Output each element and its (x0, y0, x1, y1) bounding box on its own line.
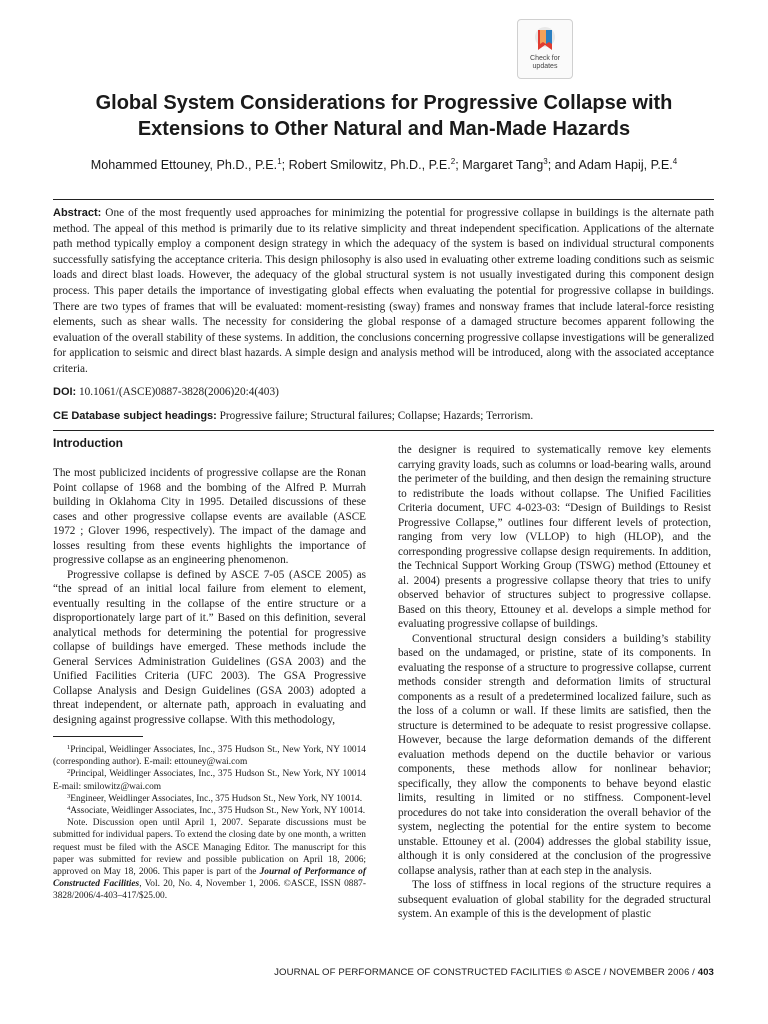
footnote-mark: 1 (67, 744, 71, 751)
abstract-bottom-rule (53, 430, 714, 431)
badge-line-2: updates (532, 63, 558, 70)
body-paragraph: The most publicized incidents of progressive collapse are the Ronan Point collapse of 1968 and the bombing of the Alfred P. Murrah building in Oklahoma City in 1995. Detailed discussions of these cases and other progressive collapse events are available (ASCE 1972 ; Glover 1996, respectively). The impact of the damage and losses resulting from these events highlights the importance of progressive collapse as an engineering phenomenon. (53, 467, 366, 566)
footnote-mark: 2 (67, 768, 71, 776)
crossmark-icon (533, 25, 557, 55)
author-separator: ; (455, 158, 463, 172)
footnote-text: Principal, Weidlinger Associates, Inc., 375 Hudson St., New York, NY 10014 (corresponding author). E-mail: ettouney@wai.com (53, 745, 366, 768)
body-paragraph: Progressive collapse is defined by ASCE 7-05 (ASCE 2005) as “the spread of an initial local failure from element to element, eventually resulting in the collapse of the entire structure or a disproportionately large part of it.” Based on this definition, several analytical methods for determining the potential for progressive collapse of buildings have emerged. These methods include the General Services Administration Guidelines (GSA 2003) and the Unified Facilities Criteria (UFC 2003). The GSA Progressive Collapse Analysis and Design Guidelines (GSA 2003) adopted a threat independent, or alternate path, approach in evaluating and designing against progressive collapse. With this methodology, (53, 568, 366, 726)
author-affiliation-mark: 2 (450, 157, 456, 166)
doi-value[interactable]: 10.1061/(ASCE)0887-3828(2006)20:4(403) (78, 386, 279, 398)
footnote (53, 793, 366, 805)
note-before: Note. Discussion open until April 1, 2007. Separate discussions must be submitted for individual papers. To extend the closing date by one month, a written request must be filed with the ASCE Managing Editor. The manuscript for this paper was submitted for review and possible publication on April 18, 2006; approved on May 18, 2006. This paper is part of the (53, 818, 366, 878)
footnote (53, 805, 366, 817)
footnotes (53, 744, 366, 903)
footnote-rule (53, 736, 143, 737)
subject-headings-value: Progressive failure; Structural failures; Collapse; Hazards; Terrorism. (219, 410, 534, 422)
doi-label: DOI: (53, 386, 77, 398)
section-heading-introduction: Introduction (53, 436, 123, 450)
author-name: Margaret Tang (462, 158, 544, 172)
left-column-body (53, 466, 366, 727)
right-column-body (398, 443, 711, 922)
abstract-text: One of the most frequently used approaches for minimizing the potential for progressive collapse in buildings is the alternate path method. The appeal of this method is primarily due to its relative simplicity and threat independent specification. Applications of the alternate path method typically employ a component design strategy in which the adequacy of the system is based on individual structural components successfully satisfying the acceptance criteria. This design philosophy is also used in evaluating other extreme loading conditions such as seismic loads and direct blast loads. However, the adequacy of the global structural system is not usually investigated during this component design process. This paper details the importance of investigating global effects when evaluating the potential for progressive collapse in buildings. There are two types of frames that will be evaluated: moment-resisting (sway) frames and nonsway frames that include lateral-force resisting elements, such as shear walls. The necessity for considering the global response of a damaged structure becomes apparent following the evaluation of the overall stability of these systems. In addition, the conclusions concerning progressive collapse investigations will be generalized for application to seismic and direct blast hazards. A simple design and analysis method will be introduced, along with the associated acceptance criteria. (53, 207, 715, 375)
footnote-text: Associate, Weidlinger Associates, Inc., 375 Hudson St., New York, NY 10014. (70, 806, 366, 817)
footnote-mark: 3 (67, 792, 71, 800)
footnote (53, 768, 366, 792)
paper-title: Global System Considerations for Progressive Collapse with Extensions to Other Natural and Man-Made Hazards (95, 92, 673, 140)
author-name: Robert Smilowitz, Ph.D., P.E. (288, 158, 451, 172)
note-after: , Vol. 20, No. 4, November 1, 2006. ©ASCE, ISSN 0887-3828/2006/4-403–417/$25.00. (53, 879, 366, 902)
abstract (53, 206, 714, 378)
subject-headings-label: CE Database subject headings: (53, 410, 217, 422)
footnote-text: Principal, Weidlinger Associates, Inc., 375 Hudson St., New York, NY 10014 E-mail: smilowitz@wai.com (53, 769, 366, 792)
author-name: Adam Hapij, P.E. (578, 158, 673, 172)
body-paragraph: Conventional structural design considers a building’s stability based on the undamaged, or pristine, state of its components. In evaluating the response of a structure to progressive collapse, current methods consider strength and deformation limits of structural components as a result of a predetermined localized failure, such as the loss of a column or wall. If these limits are satisfied, then the structure is determined to be adequate to resist progressive collapse. However, because the large deformation demands of the different evaluation methods depend on the ductile behavior or various components, these methods allow for nonlinear behavior; specifically, they allow the components to behave beyond elastic limits, resulting in limited or no stiffness. Component-level procedures do not take into consideration the overall behavior of the system, neglecting the potential for the entire system to become unstable. Ettouney et al. (2004) addresses the global stability issue, although it is only considered at the conclusion of the progressive collapse analysis, rather than at each step in the analysis. (398, 632, 711, 877)
author-separator: ; (281, 158, 289, 172)
author-affiliation-mark: 3 (543, 157, 548, 166)
footnote (53, 744, 366, 768)
author-separator: ; and (547, 158, 579, 172)
body-paragraph: The loss of stiffness in local regions of the structure requires a subsequent evaluation of global stability for the degraded structural system. An example of this is the development of plastic (398, 879, 711, 920)
check-for-updates-badge[interactable] (517, 19, 573, 79)
author-list (40, 156, 728, 174)
subject-headings-line (53, 410, 533, 422)
author-name: Mohammed Ettouney, Ph.D., P.E. (90, 158, 278, 172)
page-footer (274, 967, 714, 978)
body-paragraph: the designer is required to systematically remove key elements carrying gravity loads, such as columns or load-bearing walls, around the perimeter of the building, and then design the remaining structure to redistribute the loads without collapse. The Unified Facilities Criteria document, UFC 4-023-03: “Design of Buildings to Resist Progressive Collapse,” outlines four different levels of protection, ranging from very low (VLLOP) to high (HLOP), and the corresponding progressive collapse design requirements. In addition, the Technical Support Working Group (TSWG) method (Ettouney et al. 2004) presents a progressive collapse theory that tries to unify observed behavior of structures subject to progressive collapse. Based on this theory, Ettouney et al. develops a simple method for evaluating progressive collapse of buildings. (398, 444, 711, 630)
footnote-text: Engineer, Weidlinger Associates, Inc., 375 Hudson St., New York, NY 10014. (70, 793, 363, 804)
abstract-label: Abstract: (53, 207, 102, 219)
footnote-mark: 4 (67, 805, 71, 813)
author-affiliation-mark: 1 (277, 157, 282, 166)
publication-note (53, 817, 366, 902)
abstract-top-rule (53, 199, 714, 200)
badge-line-1: Check for (530, 55, 560, 62)
doi-line (53, 386, 279, 398)
author-affiliation-mark: 4 (672, 157, 678, 166)
journal-name: Journal of Performance of Constructed Facilities (53, 867, 366, 890)
footer-journal: JOURNAL OF PERFORMANCE OF CONSTRUCTED FACILITIES © ASCE / NOVEMBER 2006 / (274, 967, 698, 978)
page-number: 403 (697, 967, 714, 978)
